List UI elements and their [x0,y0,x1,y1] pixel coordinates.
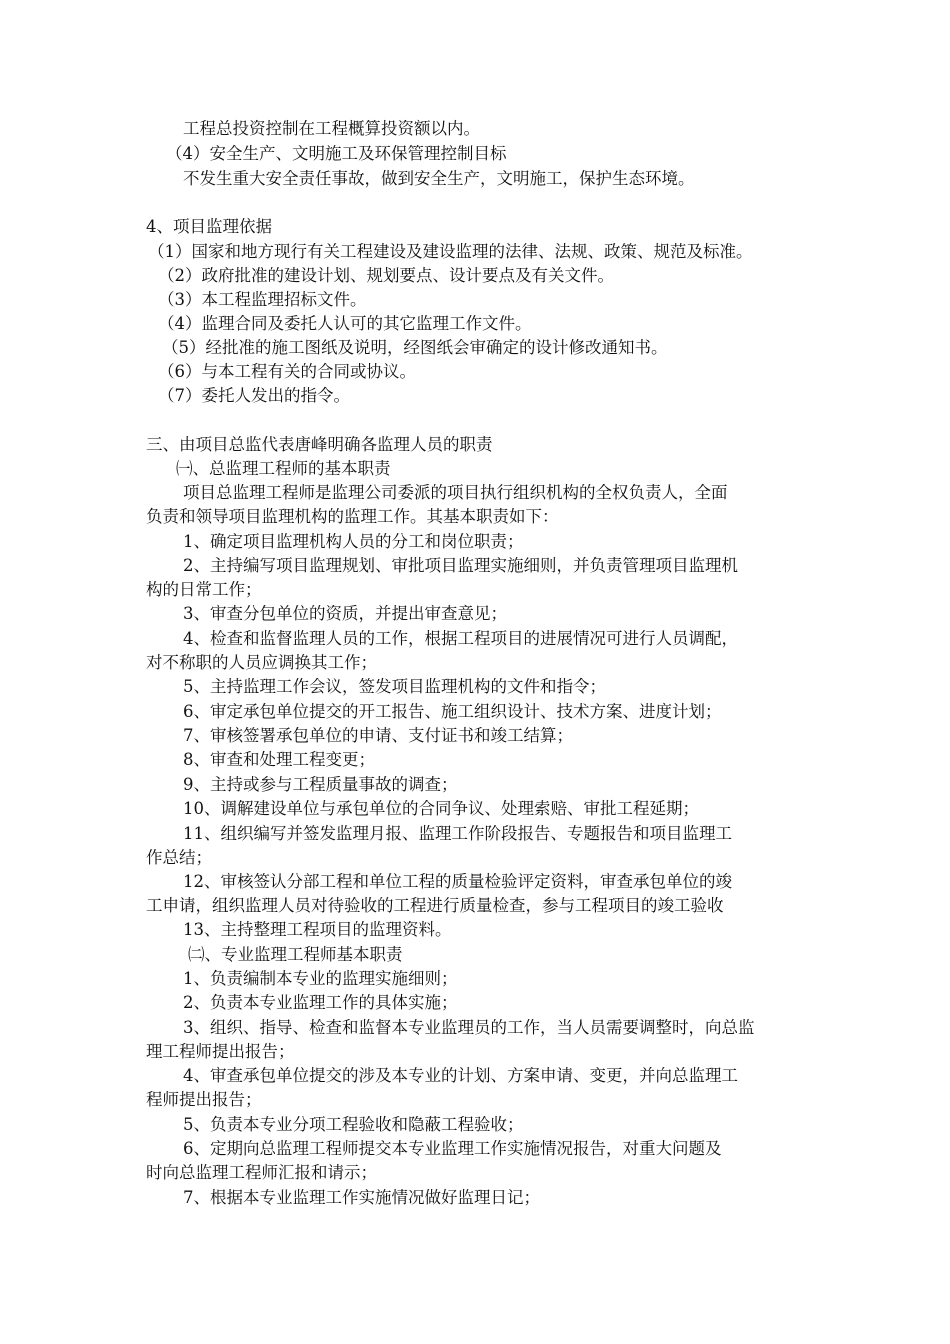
specialist-duty-item: 6、定期向总监理工程师提交本专业监理工作实施情况报告，对重大问题及 [183,1139,722,1158]
specialist-duty-item: 5、负责本专业分项工程验收和隐蔽工程验收； [183,1115,524,1134]
safety-target-body: 不发生重大安全责任事故，做到安全生产，文明施工，保护生态环境。 [183,169,695,188]
safety-target-heading: （4）安全生产、文明施工及环保管理控制目标 [166,144,507,163]
chief-duty-item: 对不称职的人员应调换其工作； [146,653,377,672]
chief-duty-item: 4、检查和监督监理人员的工作，根据工程项目的进展情况可进行人员调配， [183,629,738,648]
chief-duty-item: 12、审核签认分部工程和单位工程的质量检验评定资料，审查承包单位的竣 [183,872,732,891]
chief-duty-item: 3、审查分包单位的资质，并提出审查意见； [183,604,507,623]
chief-duty-item: 5、主持监理工作会议，签发项目监理机构的文件和指令； [183,677,606,696]
specialist-duty-item: 理工程师提出报告； [146,1042,295,1061]
chief-duty-item: 13、主持整理工程项目的监理资料。 [183,920,452,939]
specialist-duty-item: 3、组织、指导、检查和监督本专业监理员的工作，当人员需要调整时，向总监 [183,1018,755,1037]
chief-duty-item: 11、组织编写并签发监理月报、监理工作阶段报告、专题报告和项目监理工 [183,824,732,843]
specialist-duty-item: 程师提出报告； [146,1090,262,1109]
chief-duty-item: 构的日常工作； [146,580,262,599]
basis-item: （5）经批准的施工图纸及说明，经图纸会审确定的设计修改通知书。 [162,338,668,357]
chief-engineer-heading: ㈠、总监理工程师的基本职责 [176,459,391,478]
chief-duty-item: 2、主持编写项目监理规划、审批项目监理实施细则，并负责管理项目监理机 [183,556,738,575]
chief-intro-line: 项目总监理工程师是监理公司委派的项目执行组织机构的全权负责人，全面 [183,483,728,502]
specialist-duty-item: 2、负责本专业监理工作的具体实施； [183,993,458,1012]
chief-duty-item: 6、审定承包单位提交的开工报告、施工组织设计、技术方案、进度计划； [183,702,722,721]
specialist-duty-item: 1、负责编制本专业的监理实施细则； [183,969,458,988]
specialist-duty-item: 4、审查承包单位提交的涉及本专业的计划、方案申请、变更，并向总监理工 [183,1066,738,1085]
chief-duty-item: 8、审查和处理工程变更； [183,750,375,769]
basis-item: （1）国家和地方现行有关工程建设及建设监理的法律、法规、政策、规范及标准。 [148,242,753,261]
duties-section-heading: 三、由项目总监代表唐峰明确各监理人员的职责 [146,435,493,454]
chief-duty-item: 10、调解建设单位与承包单位的合同争议、处理索赔、审批工程延期； [183,799,699,818]
basis-heading: 4、项目监理依据 [146,217,272,236]
basis-item: （7）委托人发出的指令。 [158,386,350,405]
basis-item: （6）与本工程有关的合同或协议。 [158,362,416,381]
specialist-duty-item: 时向总监理工程师汇报和请示； [146,1163,377,1182]
basis-item: （4）监理合同及委托人认可的其它监理工作文件。 [158,314,532,333]
basis-item: （2）政府批准的建设计划、规划要点、设计要点及有关文件。 [158,266,614,285]
basis-item: （3）本工程监理招标文件。 [158,290,367,309]
chief-duty-item: 工申请，组织监理人员对待验收的工程进行质量检查，参与工程项目的竣工验收 [146,896,724,915]
target-investment-line: 工程总投资控制在工程概算投资额以内。 [183,119,480,138]
specialist-engineer-heading: ㈡、专业监理工程师基本职责 [188,945,403,964]
chief-duty-item: 7、审核签署承包单位的申请、支付证书和竣工结算； [183,726,573,745]
chief-duty-item: 1、确定项目监理机构人员的分工和岗位职责； [183,532,524,551]
specialist-duty-item: 7、根据本专业监理工作实施情况做好监理日记； [183,1188,540,1207]
chief-duty-item: 作总结； [146,848,212,867]
chief-intro-line: 负责和领导项目监理机构的监理工作。其基本职责如下： [146,507,559,526]
chief-duty-item: 9、主持或参与工程质量事故的调查； [183,775,458,794]
